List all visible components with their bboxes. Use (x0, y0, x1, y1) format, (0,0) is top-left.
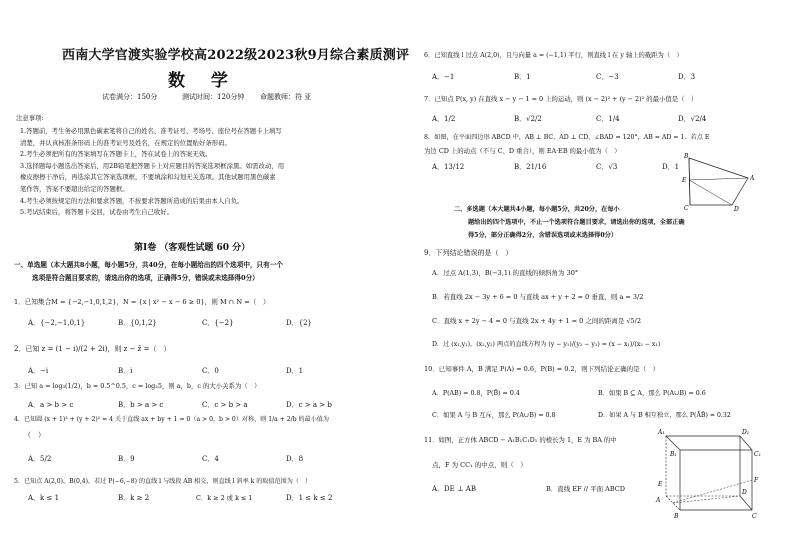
right-column (410, 0, 794, 560)
note-line: 5.考试结束后，将答题卡交回，试卷由考生自己收好。 (20, 208, 174, 217)
notes-list (20, 126, 284, 219)
section1-line1: 一、单选题（本大题共8小题，每小题5分，共40分，在每小题给出的四个选项中，只有一个 (14, 261, 283, 269)
fig8-label-e: E (682, 177, 687, 184)
question-8-line1: 8．如图，在平面四边形 ABCD 中，AB ⊥ BC，AD ⊥ CD，∠BAD = 120°，AB = AD = 1．若点 E (424, 134, 710, 141)
q3-option-a: A．a > b > c (28, 401, 74, 409)
note-line: 4.考生必须按规定的方法和要求答题，不按要求答题所造成的后果由本人自负。 (20, 196, 244, 205)
question-5: 5．已知点 A(2,0)，B(0,4)，若过 P(−6,−8) 的直线 l 与线段 AB 相交，则直线 l 斜率 k 的取值范围为（ ） (14, 478, 312, 485)
question-1: 1．已知集合M = {−2,−1,0,1,2}，N = {x | x² − x − 6 ≥ 0}，则 M ∩ N =（ ） (14, 298, 270, 306)
q7-option-c: C．1/4 (596, 115, 620, 123)
question-11-line2: 点，F 为 CC₁ 的中点，则（ ） (432, 461, 527, 469)
q5-option-d: D．1 ≤ k ≤ 2 (286, 494, 333, 502)
edge-d1c1 (740, 436, 752, 450)
section1-line2: 选项是符合题目要求的，请选出你的选项，正确得5分，错误或未选择得0分） (32, 274, 259, 282)
q3-option-b: B．b > a > c (118, 401, 164, 409)
q1-option-c: C．{−2} (202, 319, 234, 327)
fig11-label-c1: C₁ (754, 451, 761, 458)
fig11-label-c: C (752, 513, 757, 520)
q7-option-a: A．1/2 (432, 115, 456, 123)
question-9: 9．下列结论错误的是（ ） (424, 249, 513, 257)
fig11-label-e: E (658, 481, 663, 488)
q8-option-b: B．21/16 (514, 163, 547, 171)
fig11-label-a1: A₁ (658, 429, 665, 436)
question-11-line1: 11．如图，正方体 ABCD − A₁B₁C₁D₁ 的棱长为 1，E 为 BA 的中 (424, 436, 617, 444)
q8-option-d: D．1 (662, 163, 680, 171)
edge-a1b1 (666, 436, 680, 450)
exam-author: 命题教师：符 亚 (260, 93, 312, 101)
fig8-label-b: B (684, 153, 689, 160)
question-7: 7．已知点 P(x, y) 在直线 x − y − 1 = 0 上的运动，则 (x − 2)² + (y − 2)² 的最小值是（ ） (424, 95, 698, 103)
q4-option-b: B．9 (118, 455, 135, 463)
question-3: 3．已知 a = log₃(1/2)，b = 0.5^0.5，c = log₂5，则 a，b，c 的大小关系为（ ） (14, 382, 261, 390)
exam-title: 西南大学官渡实验学校高2022级2023秋9月综合素质测评 (62, 48, 410, 63)
notes-heading: 注意事项: (16, 114, 44, 122)
q3-option-d: D．c > a > b (286, 401, 332, 409)
q1-option-d: D．{2} (286, 319, 312, 327)
q9-option-c: C．直线 x + 2y − 4 = 0 与直线 2x + 4y + 1 = 0 之间的距离是 √5/2 (432, 317, 642, 325)
q3-option-c: C．c > b > a (202, 401, 248, 409)
q1-option-b: B．{0,1,2} (118, 319, 157, 327)
q7-option-d: D．√2/4 (678, 115, 707, 123)
note-line: 3.选择题每小题选出答案后，用2B铅笔把答题卡上对应题目的答案选项框涂黑。如需改动，用 (20, 161, 285, 170)
fig11-label-d: D (742, 489, 747, 496)
cube-figure (654, 420, 764, 520)
q5-option-b: B．k ≥ 2 (118, 494, 150, 502)
question-2: 2．已知 z = (1 − i)/(2 + 2i)，则 z − z̄ =（ ） (14, 345, 171, 353)
q6-option-a: A．−1 (432, 73, 455, 81)
q5-option-a: A．k ≤ 1 (28, 494, 60, 502)
q9-option-b: B．若直线 2x − 3y + 6 = 0 与直线 ax + y + 2 = 0 垂直，则 a = 3/2 (432, 293, 644, 301)
q11-option-b: B．直线 EF // 平面 ABCD (546, 485, 625, 493)
q2-option-d: D．1 (286, 367, 304, 375)
fig8-label-d: D (734, 206, 739, 212)
edge-dc (740, 496, 752, 510)
q10-option-d: D．如果 A 与 B 相互独立，那么 P(ĀB̄) = 0.32 (598, 412, 731, 419)
fig11-label-b1: B₁ (670, 451, 677, 458)
q8-option-a: A．13/12 (432, 163, 465, 171)
q6-option-d: D．3 (678, 73, 696, 81)
note-line: 2.考生必须把所有的答案填写在答题卡上，答在试卷上的答案无效。 (20, 150, 212, 159)
part1-title: 第Ⅰ卷 （客观性试题 60 分） (134, 243, 251, 253)
q5-option-c: C．k ≥ 2 或 k ≤ 1 (196, 494, 253, 502)
segment-eb (689, 180, 732, 205)
q2-option-a: A．−i (28, 367, 49, 375)
full-score: 试卷满分：150分 (102, 93, 158, 101)
q8-option-c: C．√3 (596, 163, 618, 171)
section2-line1: 二、多选题（本大题共4小题，每小题5分，共20分，在每小 (454, 206, 620, 213)
q10-option-a: A．P(AB) = 0.8，P(B̄) = 0.4 (432, 390, 520, 397)
note-line: 笔作答，答案不要超出给定的答题框。 (20, 184, 129, 193)
quadrilateral-outline (689, 158, 748, 205)
fig8-label-a: A (750, 175, 755, 182)
segment-ed (673, 496, 740, 503)
q4-option-d: D．8 (286, 455, 304, 463)
q1-option-a: A．{−2,−1,0,1} (28, 319, 86, 327)
question-10: 10．已知事件 A，B 满足 P(A) = 0.6，P(B) = 0.2，则下列结论正确的是（ ） (424, 365, 660, 373)
section2-line2: 题给出的四个选项中，不止一个选项符合题目要求，请选出你的选项，全部正确 (468, 219, 685, 226)
q6-option-c: C．−3 (596, 73, 619, 81)
q2-option-b: B．i (118, 367, 133, 375)
fig11-label-d1: D₁ (742, 429, 750, 436)
question-4: 4．已知圆 (x + 1)² + (y + 2)² = 4 关于直线 ax + by + 1 = 0（a > 0，b > 0）对称，则 1/a + 2/b 的最小值为 (14, 416, 329, 423)
question-8-line2: 为边 CD 上的动点（不与 C、D 重合），则 EA·EB 的最小值为（ ） (424, 147, 621, 155)
q4-blank: （ ） (24, 431, 45, 439)
fig11-label-b: B (674, 513, 679, 520)
question-6: 6．已知直线 l 过点 A(2,0)，且与向量 a = (−1,1) 平行，则直线 l 在 y 轴上的截距为（ ） (424, 52, 683, 59)
note-line: 1.答题前，考生务必用黑色碳素笔将自己的姓名、准考证号、考场号、座位号在答题卡上填写 (20, 127, 282, 135)
q11-option-a: A．DE ⊥ AB (432, 485, 477, 493)
q2-option-c: C．0 (202, 367, 219, 375)
q4-option-a: A．5/2 (28, 455, 52, 463)
note-line: 清楚，并认真核准条形码上的准考证号及姓名，在规定的位置贴好条形码。 (20, 138, 231, 147)
q4-option-c: C．4 (202, 455, 219, 463)
q9-option-d: D．过 (x₁,y₁)，(x₂,y₂) 两点的直线方程为 (y − y₁)/(y₂ − y₁) = (x − x₁)/(x₂ − x₁) (432, 341, 661, 348)
q7-option-b: B．√2/2 (514, 115, 542, 123)
subject-title: 数 学 (168, 71, 238, 91)
q10-option-b: B．如果 B ⊆ A，那么 P(A∪B) = 0.6 (598, 390, 706, 397)
fig11-label-f: F (754, 477, 759, 484)
exam-time: 测试时间：120分钟 (182, 93, 245, 101)
segment-ea (689, 178, 748, 180)
note-line: 橡皮擦擦干净后，再选涂其它答案选项框，不要填涂和勾划无关选项。其他试题用黑色碳素 (20, 173, 276, 182)
q10-option-c: C．如果 A 与 B 互斥，那么 P(A∪B) = 0.8 (432, 412, 556, 419)
section2-line3: 得5分，部分正确得2分，含错误选项或未选择得0分） (468, 232, 618, 239)
fig8-label-c: C (684, 205, 689, 212)
segment-bc (689, 158, 690, 205)
quadrilateral-figure (676, 150, 756, 212)
fig11-label-a: A (656, 497, 661, 504)
q6-option-b: B．1 (514, 73, 531, 81)
q9-option-a: A．过点 A(1,3)，B(−3,1) 的直线的倾斜角为 30° (432, 269, 579, 277)
